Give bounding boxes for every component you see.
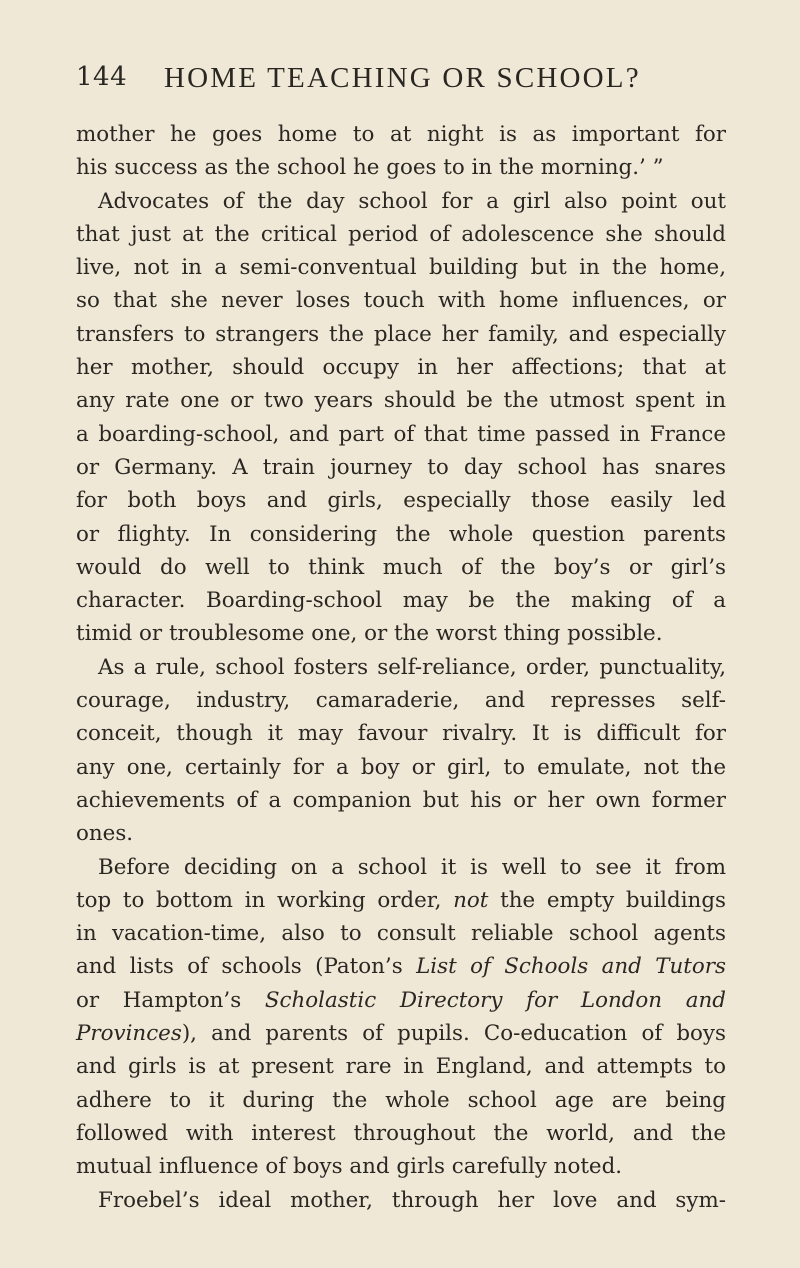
text-line <box>76 884 726 917</box>
text-line: and girls is at present rare in England, and attempts to <box>76 1054 726 1080</box>
running-title: HOME TEACHING OR SCHOOL? <box>164 62 641 94</box>
text-line: As a rule, school fosters self-reliance, order, punctuality, <box>98 654 726 680</box>
text-line: Before deciding on a school it is well to see it from <box>98 854 726 880</box>
text-line: Froebel’s ideal mother, through her love and sym- <box>98 1187 726 1213</box>
text-line <box>76 1017 726 1050</box>
text-line: timid or troublesome one, or the worst thing possible. <box>76 621 663 647</box>
body-text <box>76 118 726 1217</box>
text-line: in vacation-time, also to consult reliable school agents <box>76 921 726 947</box>
text-line: mutual influence of boys and girls carefully noted. <box>76 1154 623 1180</box>
text-line: Advocates of the day school for a girl also point out <box>98 188 726 214</box>
text-line: would do well to think much of the boy’s or girl’s <box>76 554 726 580</box>
text-run: the empty buildings <box>500 887 726 913</box>
text-line: her mother, should occupy in her affections; that at <box>76 355 726 381</box>
text-line: achievements of a companion but his or her own former <box>76 787 726 813</box>
running-head <box>76 62 652 98</box>
text-line: ones. <box>76 821 134 847</box>
text-run: ), and parents of pupils. Co-education of boys <box>181 1021 726 1047</box>
text-run: and lists of schools (Paton’s <box>76 954 403 980</box>
text-line <box>76 950 726 983</box>
text-line: or flighty. In considering the whole question parents <box>76 521 726 547</box>
text-line: adhere to it during the whole school age are being <box>76 1087 726 1113</box>
text-run: or Hampton’s <box>76 987 242 1013</box>
text-line: so that she never loses touch with home influences, or <box>76 288 726 314</box>
text-line: a boarding-school, and part of that time passed in France <box>76 421 726 447</box>
italic-run: List of Schools and Tutors <box>416 954 726 980</box>
text-line: transfers to strangers the place her family, and especially <box>76 321 726 347</box>
italic-run: not <box>453 887 489 913</box>
text-line: mother he goes home to at night is as important for <box>76 122 726 147</box>
text-line: his success as the school he goes to in the morning.’ ” <box>76 155 664 181</box>
text-line: any one, certainly for a boy or girl, to emulate, not the <box>76 754 726 780</box>
page-number: 144 <box>76 62 128 92</box>
text-line: for both boys and girls, especially those easily led <box>76 488 726 514</box>
text-line: or Germany. A train journey to day school has snares <box>76 454 726 480</box>
text-line <box>76 984 726 1017</box>
italic-run: Provinces <box>76 1021 182 1047</box>
text-line: live, not in a semi-conventual building but in the home, <box>76 255 726 281</box>
text-line: that just at the critical period of adolescence she should <box>76 221 726 247</box>
text-run: top to bottom in working order, <box>76 887 442 913</box>
text-line: courage, industry, camaraderie, and represses self- <box>76 688 726 714</box>
text-line: conceit, though it may favour rivalry. It is difficult for <box>76 721 726 747</box>
text-line: any rate one or two years should be the utmost spent in <box>76 388 726 414</box>
italic-run: Scholastic Directory for London and <box>264 987 726 1013</box>
text-line: followed with interest throughout the world, and the <box>76 1120 726 1146</box>
text-line: character. Boarding-school may be the making of a <box>76 588 726 614</box>
